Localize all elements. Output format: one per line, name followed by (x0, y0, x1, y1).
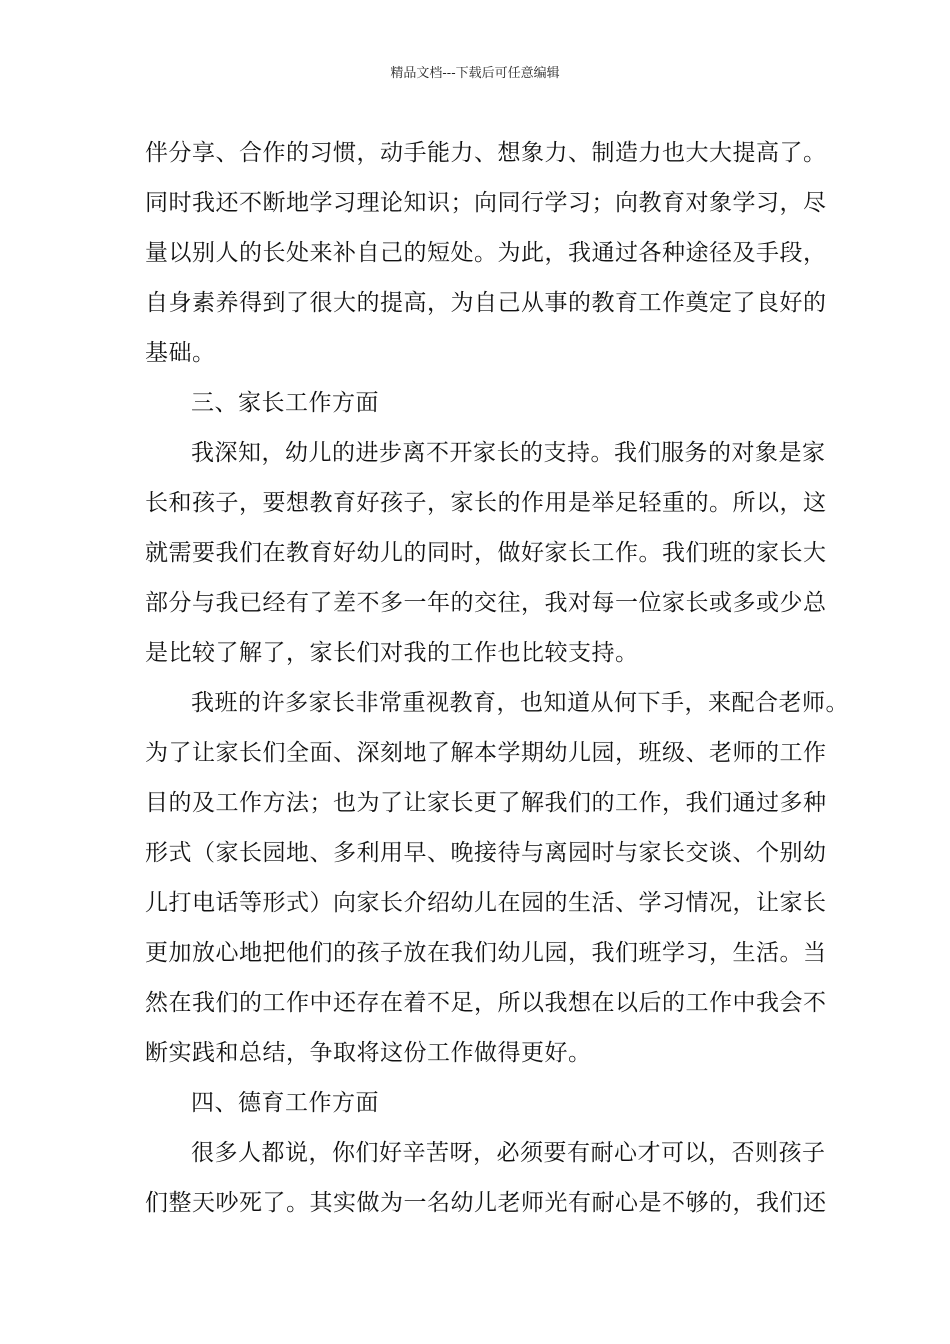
document-header: 精品文档---下载后可任意编辑 (390, 66, 560, 81)
text-line: 部分与我已经有了差不多一年的交往，我对每一位家长或多或少总 (145, 590, 827, 616)
text-line: 形式（家长园地、多利用早、晚接待与离园时与家长交谈、个别幼 (145, 840, 827, 866)
text-line: 是比较了解了，家长们对我的工作也比较支持。 (145, 640, 639, 666)
text-line: 自身素养得到了很大的提高，为自己从事的教育工作奠定了良好的 (145, 290, 827, 316)
text-line: 基础。 (145, 340, 216, 366)
text-line: 同时我还不断地学习理论知识；向同行学习；向教育对象学习，尽 (145, 190, 827, 216)
paragraph-first-line: 很多人都说，你们好辛苦呀，必须要有耐心才可以，否则孩子 (191, 1140, 826, 1166)
text-line: 量以别人的长处来补自己的短处。为此，我通过各种途径及手段， (145, 240, 827, 266)
section-heading: 三、家长工作方面 (191, 390, 379, 416)
paragraph-first-line: 我班的许多家长非常重视教育，也知道从何下手，来配合老师。 (191, 690, 849, 716)
text-line: 伴分享、合作的习惯，动手能力、想象力、制造力也大大提高了。 (145, 140, 827, 166)
text-line: 然在我们的工作中还存在着不足，所以我想在以后的工作中我会不 (145, 990, 827, 1016)
text-line: 断实践和总结，争取将这份工作做得更好。 (145, 1040, 592, 1066)
text-line: 目的及工作方法；也为了让家长更了解我们的工作，我们通过多种 (145, 790, 827, 816)
section-heading: 四、德育工作方面 (191, 1090, 379, 1116)
paragraph-first-line: 我深知，幼儿的进步离不开家长的支持。我们服务的对象是家 (191, 440, 826, 466)
text-line: 儿打电话等形式）向家长介绍幼儿在园的生活、学习情况，让家长 (145, 890, 827, 916)
text-line: 为了让家长们全面、深刻地了解本学期幼儿园，班级、老师的工作 (145, 740, 827, 766)
text-line: 更加放心地把他们的孩子放在我们幼儿园，我们班学习，生活。当 (145, 940, 827, 966)
text-line: 就需要我们在教育好幼儿的同时，做好家长工作。我们班的家长大 (145, 540, 827, 566)
document-body (145, 128, 849, 1228)
text-line: 长和孩子，要想教育好孩子，家长的作用是举足轻重的。所以，这 (145, 490, 827, 516)
text-line: 们整天吵死了。其实做为一名幼儿老师光有耐心是不够的，我们还 (145, 1190, 827, 1216)
